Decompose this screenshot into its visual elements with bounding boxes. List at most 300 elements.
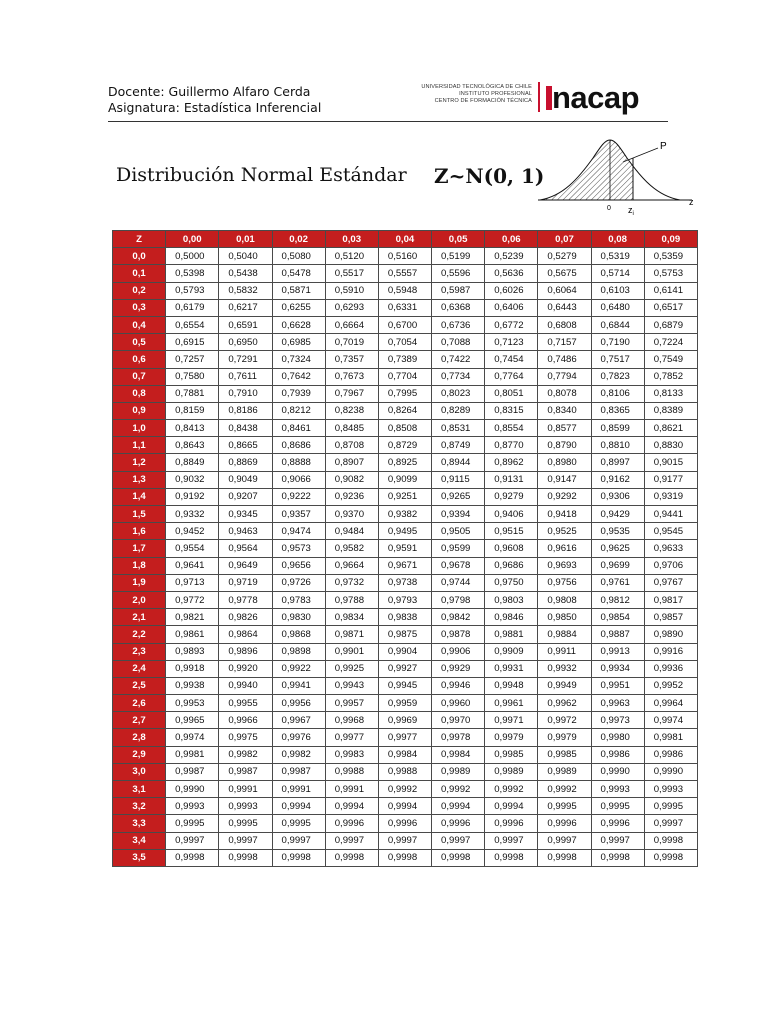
table-cell: 0,9916	[644, 643, 697, 660]
table-cell: 0,9990	[644, 763, 697, 780]
table-cell: 0,9772	[166, 591, 219, 608]
column-header: 0,09	[644, 231, 697, 248]
table-cell: 0,9992	[432, 781, 485, 798]
table-row	[113, 420, 698, 437]
table-cell: 0,9207	[219, 488, 272, 505]
table-cell: 0,9664	[325, 557, 378, 574]
table-cell: 0,9236	[325, 488, 378, 505]
table-cell: 0,9984	[378, 746, 431, 763]
table-cell: 0,9966	[219, 712, 272, 729]
table-cell: 0,9345	[219, 506, 272, 523]
table-row	[113, 506, 698, 523]
table-cell: 0,9868	[272, 626, 325, 643]
table-cell: 0,7881	[166, 385, 219, 402]
column-header: 0,04	[378, 231, 431, 248]
table-header-row	[113, 231, 698, 248]
table-cell: 0,9983	[325, 746, 378, 763]
table-cell: 0,9936	[644, 660, 697, 677]
row-header-z: 0,6	[113, 351, 166, 368]
table-cell: 0,9821	[166, 609, 219, 626]
table-cell: 0,5359	[644, 248, 697, 265]
table-cell: 0,9066	[272, 471, 325, 488]
row-header-z: 0,4	[113, 316, 166, 333]
table-cell: 0,9988	[378, 763, 431, 780]
table-cell: 0,8980	[538, 454, 591, 471]
table-cell: 0,9599	[432, 540, 485, 557]
table-cell: 0,9292	[538, 488, 591, 505]
logo-line-2: INSTITUTO PROFESIONAL	[459, 91, 532, 97]
row-header-z: 2,7	[113, 712, 166, 729]
table-cell: 0,9913	[591, 643, 644, 660]
table-cell: 0,6844	[591, 316, 644, 333]
table-cell: 0,9996	[538, 815, 591, 832]
table-cell: 0,8413	[166, 420, 219, 437]
table-cell: 0,9932	[538, 660, 591, 677]
table-cell: 0,9918	[166, 660, 219, 677]
table-cell: 0,9842	[432, 609, 485, 626]
table-cell: 0,9957	[325, 695, 378, 712]
table-cell: 0,9418	[538, 506, 591, 523]
table-cell: 0,9441	[644, 506, 697, 523]
table-cell: 0,9996	[378, 815, 431, 832]
table-cell: 0,9972	[538, 712, 591, 729]
table-cell: 0,5319	[591, 248, 644, 265]
table-cell: 0,9738	[378, 574, 431, 591]
table-row	[113, 351, 698, 368]
table-cell: 0,9965	[166, 712, 219, 729]
table-cell: 0,8485	[325, 420, 378, 437]
table-cell: 0,9693	[538, 557, 591, 574]
table-cell: 0,8133	[644, 385, 697, 402]
table-cell: 0,5438	[219, 265, 272, 282]
row-header-z: 1,3	[113, 471, 166, 488]
table-cell: 0,9846	[485, 609, 538, 626]
table-row	[113, 660, 698, 677]
table-row	[113, 609, 698, 626]
table-cell: 0,9861	[166, 626, 219, 643]
table-cell: 0,9616	[538, 540, 591, 557]
row-header-z: 0,3	[113, 299, 166, 316]
table-row	[113, 385, 698, 402]
table-row	[113, 781, 698, 798]
table-cell: 0,9382	[378, 506, 431, 523]
table-row	[113, 454, 698, 471]
column-header: 0,00	[166, 231, 219, 248]
table-cell: 0,8997	[591, 454, 644, 471]
table-cell: 0,8365	[591, 402, 644, 419]
table-cell: 0,5557	[378, 265, 431, 282]
table-cell: 0,9998	[325, 849, 378, 866]
table-cell: 0,9996	[325, 815, 378, 832]
table-cell: 0,5832	[219, 282, 272, 299]
column-header: 0,01	[219, 231, 272, 248]
table-cell: 0,9977	[378, 729, 431, 746]
table-cell: 0,5239	[485, 248, 538, 265]
curve-label-p: P	[660, 141, 667, 152]
table-cell: 0,9719	[219, 574, 272, 591]
table-cell: 0,9927	[378, 660, 431, 677]
table-cell: 0,9998	[644, 832, 697, 849]
table-cell: 0,9994	[378, 798, 431, 815]
table-row	[113, 540, 698, 557]
table-cell: 0,9963	[591, 695, 644, 712]
table-cell: 0,9545	[644, 523, 697, 540]
row-header-z: 2,2	[113, 626, 166, 643]
table-cell: 0,5675	[538, 265, 591, 282]
table-cell: 0,9817	[644, 591, 697, 608]
table-cell: 0,6664	[325, 316, 378, 333]
table-cell: 0,9306	[591, 488, 644, 505]
table-cell: 0,9357	[272, 506, 325, 523]
table-cell: 0,9952	[644, 677, 697, 694]
table-cell: 0,8264	[378, 402, 431, 419]
table-cell: 0,9959	[378, 695, 431, 712]
table-cell: 0,5478	[272, 265, 325, 282]
table-cell: 0,9878	[432, 626, 485, 643]
table-row	[113, 368, 698, 385]
table-cell: 0,6179	[166, 299, 219, 316]
table-cell: 0,9904	[378, 643, 431, 660]
table-cell: 0,5714	[591, 265, 644, 282]
row-header-z: 2,6	[113, 695, 166, 712]
table-cell: 0,9049	[219, 471, 272, 488]
table-row	[113, 763, 698, 780]
table-cell: 0,9641	[166, 557, 219, 574]
table-cell: 0,9992	[485, 781, 538, 798]
row-header-z: 0,1	[113, 265, 166, 282]
table-cell: 0,9992	[538, 781, 591, 798]
table-row	[113, 849, 698, 866]
table-cell: 0,9995	[644, 798, 697, 815]
row-header-z: 2,0	[113, 591, 166, 608]
normal-curve-diagram	[538, 134, 702, 218]
table-cell: 0,9192	[166, 488, 219, 505]
table-row	[113, 523, 698, 540]
column-header: 0,08	[591, 231, 644, 248]
logo-wordmark: nacap	[552, 80, 640, 115]
table-cell: 0,5910	[325, 282, 378, 299]
table-cell: 0,9971	[485, 712, 538, 729]
curve-p-pointer	[623, 148, 658, 162]
table-cell: 0,9808	[538, 591, 591, 608]
table-cell: 0,9997	[378, 832, 431, 849]
table-cell: 0,9997	[644, 815, 697, 832]
table-cell: 0,6141	[644, 282, 697, 299]
column-header: 0,07	[538, 231, 591, 248]
table-cell: 0,9788	[325, 591, 378, 608]
table-cell: 0,9162	[591, 471, 644, 488]
table-cell: 0,6255	[272, 299, 325, 316]
table-cell: 0,9953	[166, 695, 219, 712]
table-cell: 0,9993	[219, 798, 272, 815]
table-cell: 0,9985	[485, 746, 538, 763]
table-cell: 0,5871	[272, 282, 325, 299]
table-row	[113, 557, 698, 574]
table-cell: 0,7704	[378, 368, 431, 385]
table-cell: 0,6368	[432, 299, 485, 316]
table-cell: 0,9987	[272, 763, 325, 780]
z-table	[112, 230, 698, 867]
table-cell: 0,6772	[485, 316, 538, 333]
table-cell: 0,9997	[485, 832, 538, 849]
table-cell: 0,9452	[166, 523, 219, 540]
table-cell: 0,9332	[166, 506, 219, 523]
table-cell: 0,9082	[325, 471, 378, 488]
table-cell: 0,6736	[432, 316, 485, 333]
table-cell: 0,9901	[325, 643, 378, 660]
table-cell: 0,8315	[485, 402, 538, 419]
row-header-z: 3,3	[113, 815, 166, 832]
table-cell: 0,6443	[538, 299, 591, 316]
row-header-z: 1,0	[113, 420, 166, 437]
table-cell: 0,9909	[485, 643, 538, 660]
table-cell: 0,9998	[219, 849, 272, 866]
table-cell: 0,9591	[378, 540, 431, 557]
table-cell: 0,9857	[644, 609, 697, 626]
table-cell: 0,9969	[378, 712, 431, 729]
column-header: 0,05	[432, 231, 485, 248]
table-cell: 0,9911	[538, 643, 591, 660]
table-cell: 0,9997	[219, 832, 272, 849]
table-cell: 0,9922	[272, 660, 325, 677]
table-cell: 0,9990	[591, 763, 644, 780]
table-cell: 0,8159	[166, 402, 219, 419]
table-cell: 0,9222	[272, 488, 325, 505]
table-cell: 0,9956	[272, 695, 325, 712]
table-cell: 0,8770	[485, 437, 538, 454]
table-cell: 0,7224	[644, 334, 697, 351]
table-cell: 0,9995	[538, 798, 591, 815]
table-body	[113, 248, 698, 867]
page-title: Distribución Normal Estándar	[116, 164, 407, 186]
table-cell: 0,9961	[485, 695, 538, 712]
table-cell: 0,9793	[378, 591, 431, 608]
table-cell: 0,9535	[591, 523, 644, 540]
table-cell: 0,9973	[591, 712, 644, 729]
table-cell: 0,9875	[378, 626, 431, 643]
table-cell: 0,9994	[325, 798, 378, 815]
table-cell: 0,9515	[485, 523, 538, 540]
table-cell: 0,9988	[325, 763, 378, 780]
row-header-z: 0,2	[113, 282, 166, 299]
table-cell: 0,5160	[378, 248, 431, 265]
table-cell: 0,9981	[644, 729, 697, 746]
table-cell: 0,9945	[378, 677, 431, 694]
table-row	[113, 282, 698, 299]
table-cell: 0,8508	[378, 420, 431, 437]
logo-institution-lines	[420, 84, 532, 105]
table-cell: 0,9265	[432, 488, 485, 505]
table-cell: 0,7642	[272, 368, 325, 385]
table-cell: 0,9649	[219, 557, 272, 574]
table-cell: 0,9850	[538, 609, 591, 626]
table-row	[113, 574, 698, 591]
table-cell: 0,6064	[538, 282, 591, 299]
table-row	[113, 248, 698, 265]
column-header: 0,03	[325, 231, 378, 248]
row-header-z: 0,0	[113, 248, 166, 265]
table-cell: 0,9960	[432, 695, 485, 712]
table-cell: 0,9998	[591, 849, 644, 866]
table-row	[113, 265, 698, 282]
table-cell: 0,7995	[378, 385, 431, 402]
table-cell: 0,9505	[432, 523, 485, 540]
table-cell: 0,9986	[591, 746, 644, 763]
table-cell: 0,7157	[538, 334, 591, 351]
table-cell: 0,8907	[325, 454, 378, 471]
table-row	[113, 798, 698, 815]
table-cell: 0,9871	[325, 626, 378, 643]
table-cell: 0,7611	[219, 368, 272, 385]
table-cell: 0,9896	[219, 643, 272, 660]
table-cell: 0,9978	[432, 729, 485, 746]
document-header	[108, 84, 321, 116]
table-cell: 0,9732	[325, 574, 378, 591]
table-cell: 0,8051	[485, 385, 538, 402]
table-cell: 0,9319	[644, 488, 697, 505]
table-cell: 0,7324	[272, 351, 325, 368]
column-header-z: Z	[113, 231, 166, 248]
table-cell: 0,9726	[272, 574, 325, 591]
table-row	[113, 832, 698, 849]
table-cell: 0,6406	[485, 299, 538, 316]
table-cell: 0,8849	[166, 454, 219, 471]
table-cell: 0,9987	[219, 763, 272, 780]
row-header-z: 1,5	[113, 506, 166, 523]
table-cell: 0,9699	[591, 557, 644, 574]
table-row	[113, 299, 698, 316]
table-cell: 0,9564	[219, 540, 272, 557]
table-cell: 0,9995	[219, 815, 272, 832]
table-cell: 0,7673	[325, 368, 378, 385]
table-cell: 0,6293	[325, 299, 378, 316]
table-cell: 0,7734	[432, 368, 485, 385]
table-cell: 0,8729	[378, 437, 431, 454]
table-cell: 0,9991	[219, 781, 272, 798]
table-cell: 0,5199	[432, 248, 485, 265]
table-cell: 0,9838	[378, 609, 431, 626]
table-cell: 0,8340	[538, 402, 591, 419]
table-cell: 0,9989	[538, 763, 591, 780]
curve-label-zi: $z_i$	[628, 205, 634, 217]
table-cell: 0,6217	[219, 299, 272, 316]
table-cell: 0,5040	[219, 248, 272, 265]
table-cell: 0,9998	[432, 849, 485, 866]
table-cell: 0,8389	[644, 402, 697, 419]
table-cell: 0,9251	[378, 488, 431, 505]
table-cell: 0,6103	[591, 282, 644, 299]
table-row	[113, 677, 698, 694]
table-cell: 0,9778	[219, 591, 272, 608]
table-cell: 0,6985	[272, 334, 325, 351]
table-cell: 0,7939	[272, 385, 325, 402]
table-cell: 0,9925	[325, 660, 378, 677]
table-cell: 0,8461	[272, 420, 325, 437]
table-cell: 0,9582	[325, 540, 378, 557]
table-cell: 0,9998	[538, 849, 591, 866]
table-cell: 0,9756	[538, 574, 591, 591]
table-cell: 0,6700	[378, 316, 431, 333]
table-cell: 0,5753	[644, 265, 697, 282]
table-cell: 0,9656	[272, 557, 325, 574]
table-cell: 0,5636	[485, 265, 538, 282]
table-cell: 0,9991	[325, 781, 378, 798]
row-header-z: 3,5	[113, 849, 166, 866]
table-cell: 0,9931	[485, 660, 538, 677]
row-header-z: 1,1	[113, 437, 166, 454]
table-row	[113, 643, 698, 660]
table-cell: 0,7088	[432, 334, 485, 351]
table-cell: 0,9474	[272, 523, 325, 540]
table-cell: 0,9948	[485, 677, 538, 694]
table-cell: 0,5948	[378, 282, 431, 299]
table-cell: 0,9987	[166, 763, 219, 780]
row-header-z: 2,1	[113, 609, 166, 626]
table-cell: 0,9986	[644, 746, 697, 763]
table-cell: 0,9495	[378, 523, 431, 540]
table-cell: 0,9633	[644, 540, 697, 557]
table-cell: 0,8944	[432, 454, 485, 471]
row-header-z: 1,6	[113, 523, 166, 540]
table-cell: 0,8577	[538, 420, 591, 437]
table-cell: 0,6808	[538, 316, 591, 333]
table-cell: 0,9994	[432, 798, 485, 815]
table-cell: 0,9992	[378, 781, 431, 798]
table-cell: 0,9975	[219, 729, 272, 746]
table-cell: 0,7910	[219, 385, 272, 402]
table-cell: 0,9997	[432, 832, 485, 849]
table-cell: 0,7580	[166, 368, 219, 385]
table-cell: 0,9898	[272, 643, 325, 660]
table-cell: 0,9099	[378, 471, 431, 488]
row-header-z: 1,8	[113, 557, 166, 574]
table-cell: 0,8531	[432, 420, 485, 437]
row-header-z: 1,9	[113, 574, 166, 591]
table-row	[113, 815, 698, 832]
row-header-z: 3,0	[113, 763, 166, 780]
table-cell: 0,9573	[272, 540, 325, 557]
header-divider	[108, 121, 668, 122]
table-cell: 0,9920	[219, 660, 272, 677]
curve-label-zero: 0	[607, 205, 611, 212]
logo-line-1: UNIVERSIDAD TECNOLÓGICA DE CHILE	[421, 84, 532, 90]
table-cell: 0,9996	[485, 815, 538, 832]
table-cell: 0,8686	[272, 437, 325, 454]
table-cell: 0,7123	[485, 334, 538, 351]
table-cell: 0,7054	[378, 334, 431, 351]
row-header-z: 0,8	[113, 385, 166, 402]
row-header-z: 2,5	[113, 677, 166, 694]
table-cell: 0,9962	[538, 695, 591, 712]
table-cell: 0,9854	[591, 609, 644, 626]
table-cell: 0,9484	[325, 523, 378, 540]
table-cell: 0,9997	[591, 832, 644, 849]
table-cell: 0,9990	[166, 781, 219, 798]
table-cell: 0,9976	[272, 729, 325, 746]
table-row	[113, 437, 698, 454]
table-cell: 0,9678	[432, 557, 485, 574]
table-cell: 0,8925	[378, 454, 431, 471]
table-cell: 0,7357	[325, 351, 378, 368]
table-cell: 0,9744	[432, 574, 485, 591]
table-cell: 0,9893	[166, 643, 219, 660]
row-header-z: 3,1	[113, 781, 166, 798]
table-cell: 0,9943	[325, 677, 378, 694]
asignatura-line: Asignatura: Estadística Inferencial	[108, 100, 322, 115]
table-row	[113, 712, 698, 729]
table-cell: 0,9998	[644, 849, 697, 866]
table-cell: 0,9881	[485, 626, 538, 643]
